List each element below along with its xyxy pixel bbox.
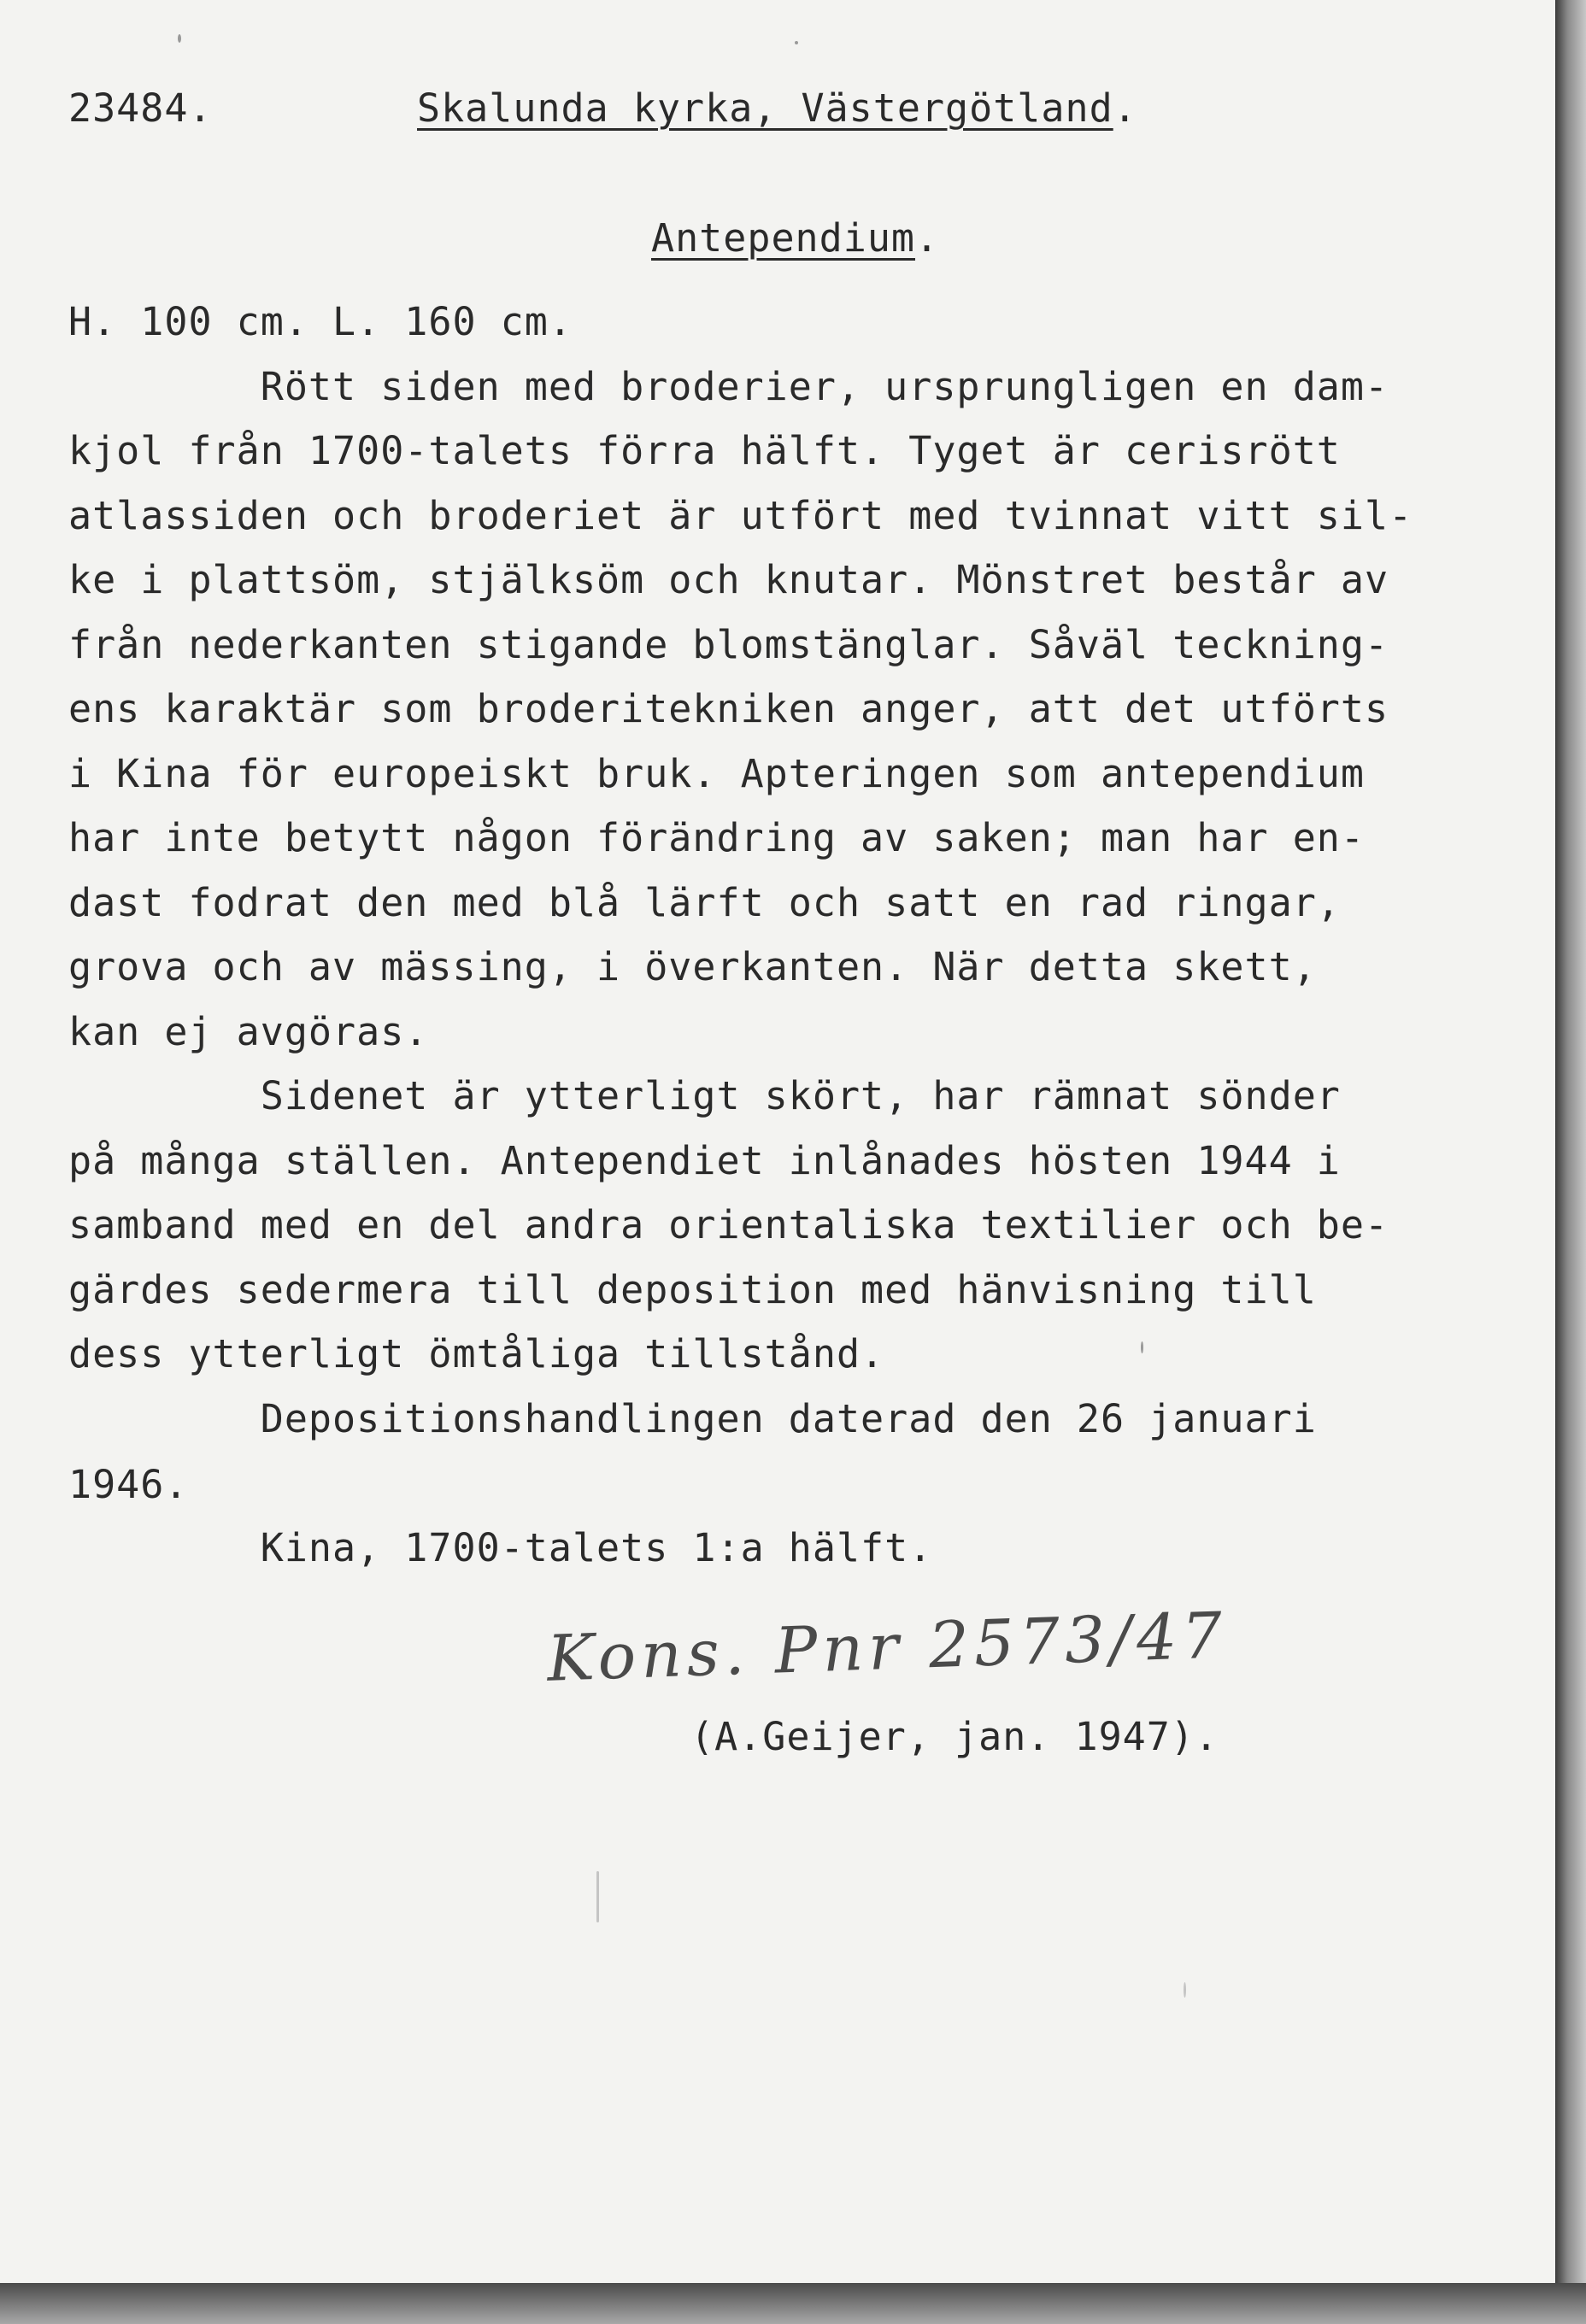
location-period: . — [1113, 85, 1137, 131]
scan-edge-right — [1555, 0, 1586, 2324]
scan-edge-bottom — [0, 2283, 1586, 2324]
body-line: ens karaktär som broderitekniken anger, att det utförts — [68, 686, 1389, 731]
signature: (A.Geijer, jan. 1947). — [690, 1714, 1219, 1759]
location-text: Skalunda kyrka, Västergötland — [417, 85, 1113, 131]
paper-speck — [178, 34, 181, 43]
body-line: 1946. — [68, 1462, 189, 1507]
object-title — [651, 215, 940, 261]
body-line: atlassiden och broderiet är utfört med tvinnat vitt sil- — [68, 493, 1413, 538]
body-line: har inte betytt någon förändring av saken; man har en- — [68, 815, 1365, 860]
paper-speck — [795, 41, 798, 44]
paper-speck — [596, 1871, 599, 1922]
object-title-period: . — [915, 215, 940, 261]
body-line: i Kina för europeiskt bruk. Apteringen som antependium — [68, 751, 1365, 796]
body-line: på många ställen. Antependiet inlånades hösten 1944 i — [68, 1138, 1341, 1183]
catalog-number: 23484. — [68, 85, 213, 131]
body-line: dess ytterligt ömtåliga tillstånd. — [68, 1331, 885, 1376]
body-line: kan ej avgöras. — [68, 1009, 429, 1054]
object-title-text: Antependium — [651, 215, 916, 261]
body-line: Depositionshandlingen daterad den 26 januari — [68, 1396, 1317, 1441]
body-line: ke i plattsöm, stjälksöm och knutar. Mönstret består av — [68, 557, 1389, 602]
paper-speck — [1184, 1982, 1186, 1998]
body-line: från nederkanten stigande blomstänglar. Såväl teckning- — [68, 622, 1389, 667]
location-heading — [417, 85, 1137, 131]
body-line: gärdes sedermera till deposition med hänvisning till — [68, 1267, 1317, 1312]
paper-speck — [1141, 1341, 1143, 1353]
body-line: Rött siden med broderier, ursprungligen en dam- — [68, 364, 1389, 409]
body-line: Sidenet är ytterligt skört, har rämnat sönder — [68, 1073, 1341, 1118]
body-line: Kina, 1700-talets 1:a hälft. — [68, 1525, 933, 1570]
body-line: H. 100 cm. L. 160 cm. — [68, 299, 573, 344]
body-line: samband med en del andra orientaliska textilier och be- — [68, 1202, 1389, 1247]
body-line: grova och av mässing, i överkanten. När detta skett, — [68, 944, 1317, 989]
body-line: kjol från 1700-talets förra hälft. Tyget är cerisrött — [68, 428, 1341, 473]
handwritten-note: Kons. Pnr 2573/47 — [545, 1599, 1229, 1696]
body-line: dast fodrat den med blå lärft och satt en rad ringar, — [68, 880, 1341, 925]
